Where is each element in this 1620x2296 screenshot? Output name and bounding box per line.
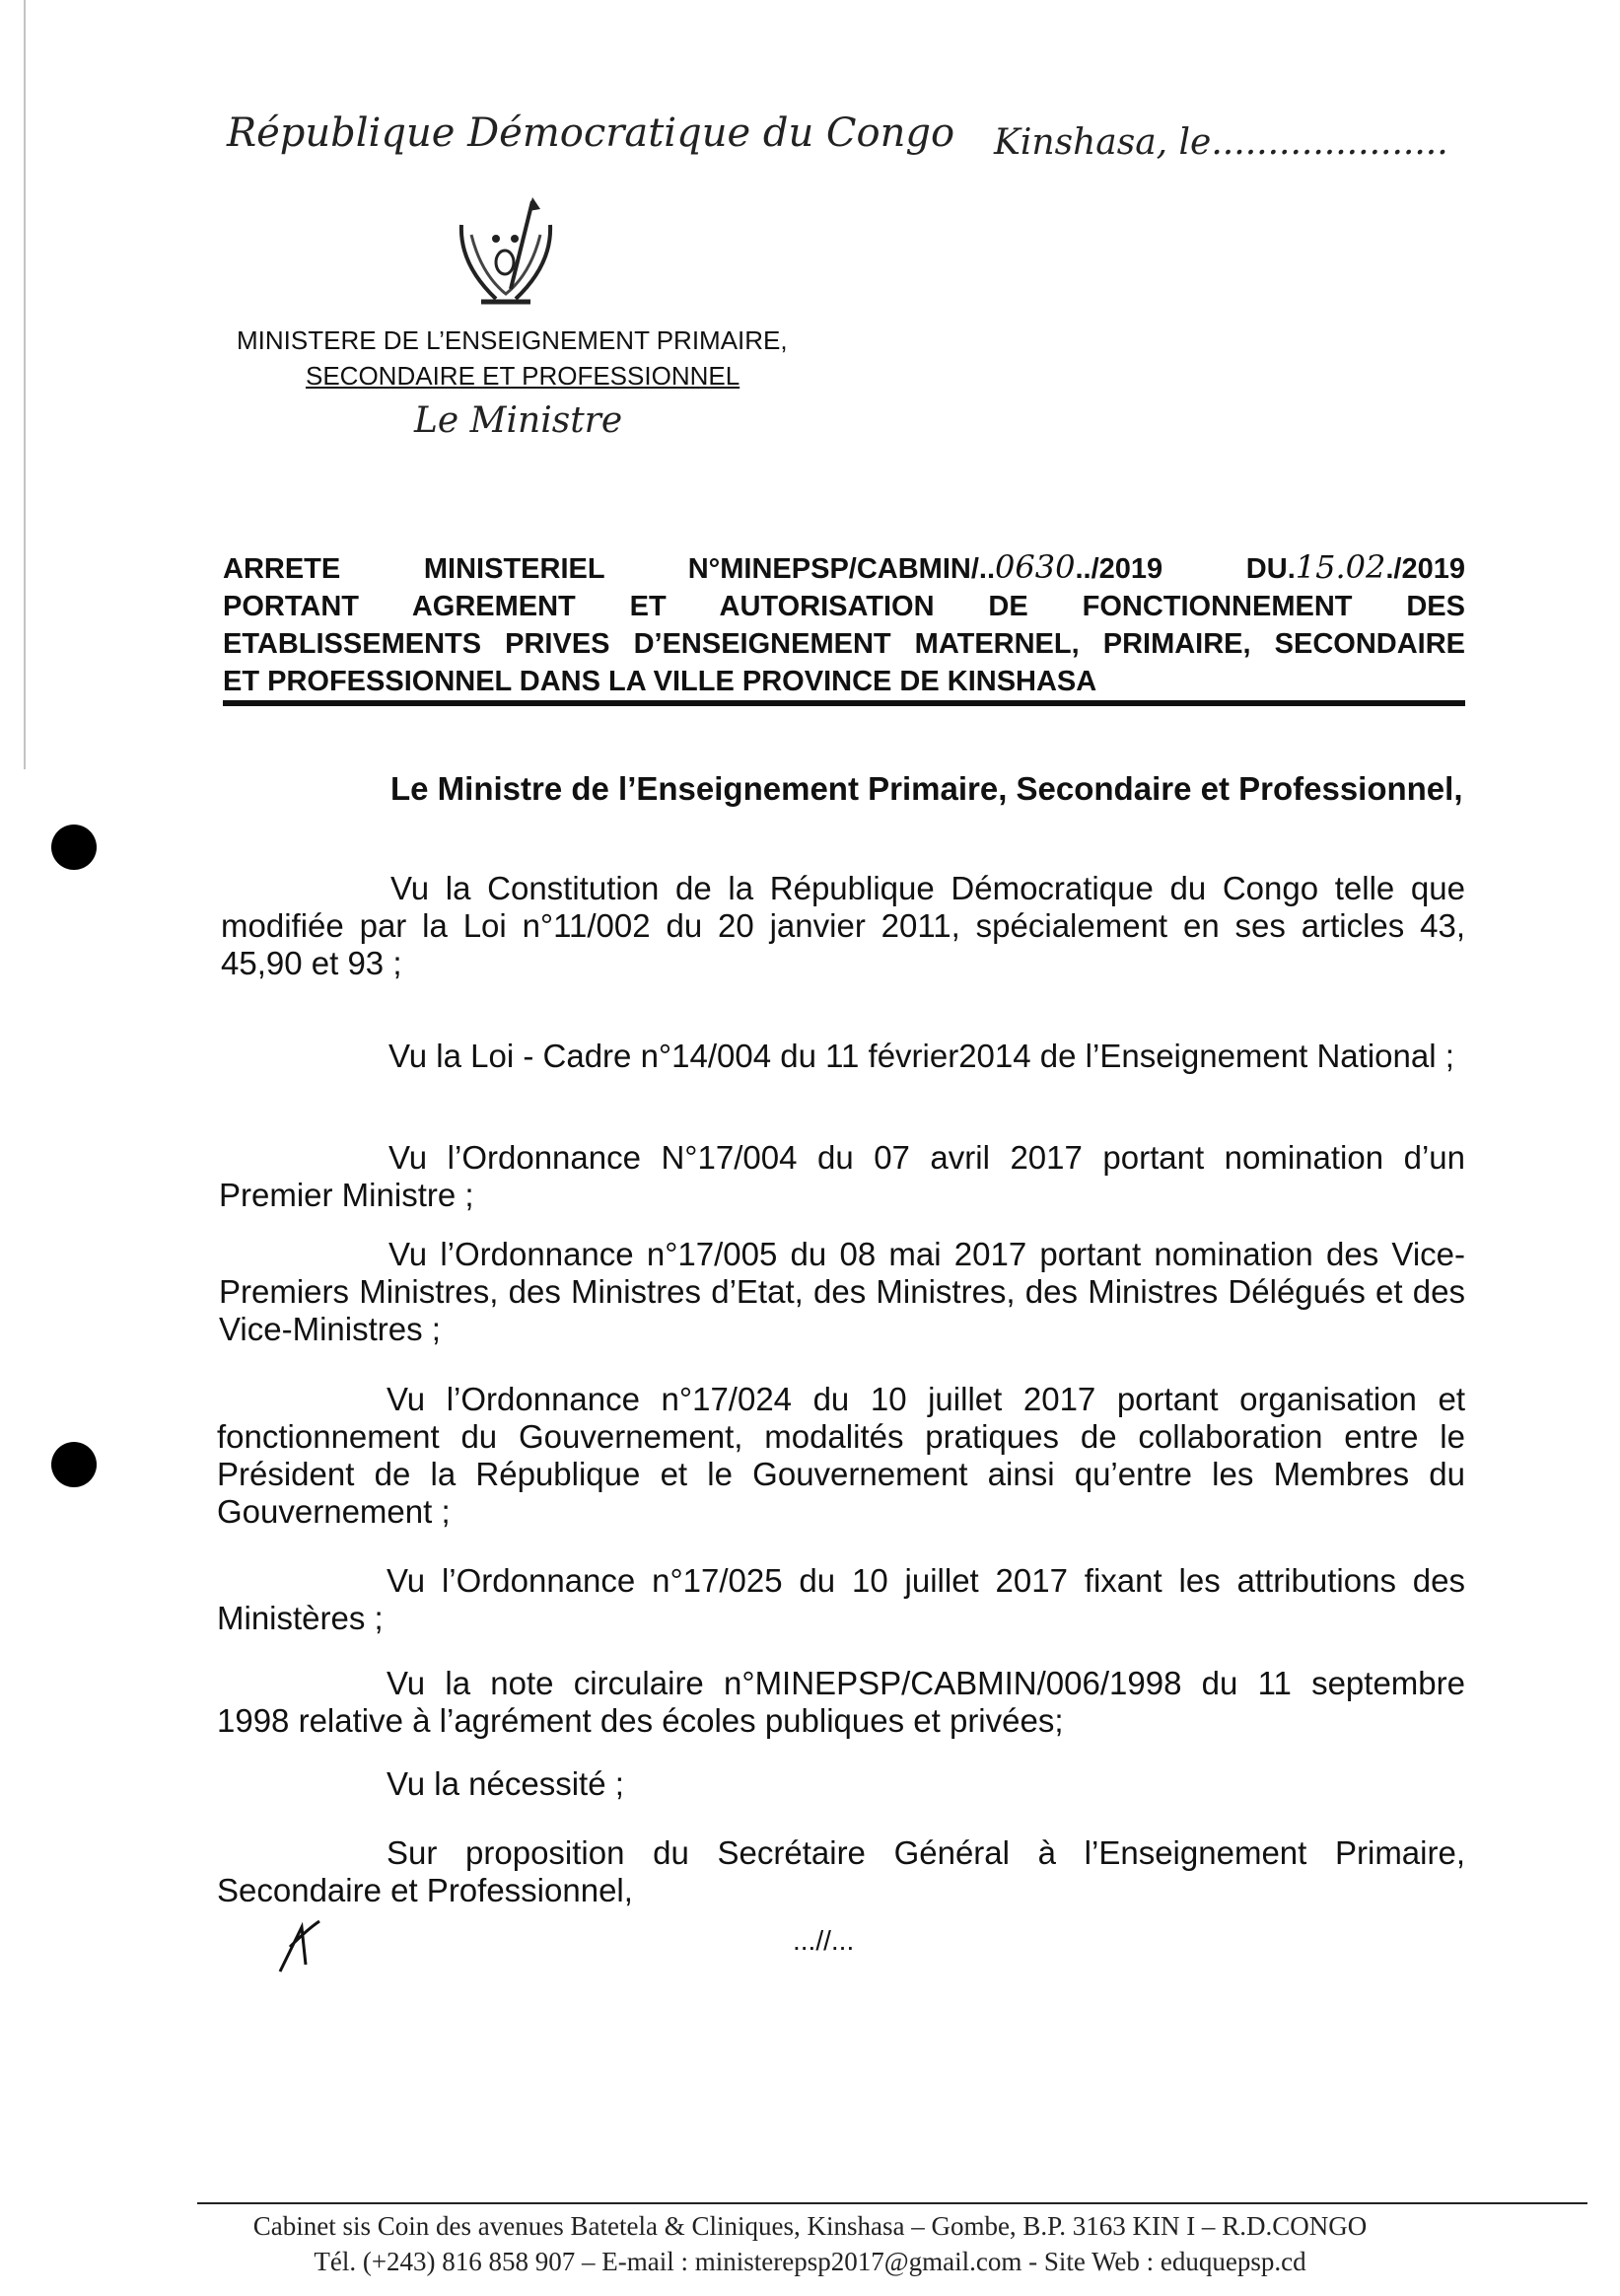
intro-paragraph: Le Ministre de l’Enseignement Primaire, Secondaire et Professionnel,	[390, 770, 1463, 807]
punch-hole-bottom	[51, 1442, 97, 1487]
scan-margin-mark	[24, 0, 26, 769]
decree-line-3: ETABLISSEMENTS PRIVES D’ENSEIGNEMENT MATERNEL, PRIMAIRE, SECONDAIRE	[223, 628, 1465, 660]
paragraph-necessite: Vu la nécessité ;	[387, 1765, 624, 1802]
title-rule	[223, 700, 1465, 706]
paragraph-loi-cadre: Vu la Loi - Cadre n°14/004 du 11 février2014 de l’Enseignement National ;	[388, 1038, 1454, 1074]
punch-hole-top	[51, 825, 97, 870]
place-date: Kinshasa, le.....................	[994, 122, 1448, 163]
paragraph-ordonnance-17-005: Vu l’Ordonnance n°17/005 du 08 mai 2017 portant nomination des Vice-Premiers Ministres, des Ministres d’Etat, des Ministres, des Ministres Délégués et des Vice-Ministres ;	[219, 1236, 1465, 1347]
decree-line-1: ARRETE MINISTERIEL N°MINEPSP/CABMIN/..0630../2019 DU.15.02./2019	[223, 548, 1466, 586]
handwritten-initials	[272, 1917, 331, 1976]
decree-date: 15.02	[1295, 548, 1386, 586]
decree-line-4: ET PROFESSIONNEL DANS LA VILLE PROVINCE DE KINSHASA	[223, 666, 1097, 697]
paragraph-ordonnance-17-025: Vu l’Ordonnance n°17/025 du 10 juillet 2017 fixant les attributions des Ministères ;	[217, 1562, 1465, 1636]
signatory-title: Le Ministre	[414, 400, 623, 441]
coat-of-arms-emblem	[442, 195, 570, 314]
paragraph-constitution: Vu la Constitution de la République Démocratique du Congo telle que modifiée par la Loi n°11/002 du 20 janvier 2011, spécialement en ses articles 43, 45,90 et 93 ;	[221, 870, 1465, 981]
footer-contact: Tél. (+243) 816 858 907 – E-mail : ministerepsp2017@gmail.com - Site Web : eduquepsp.cd	[314, 2247, 1306, 2276]
ministry-line-1: MINISTERE DE L’ENSEIGNEMENT PRIMAIRE,	[237, 325, 788, 355]
decree-line-2: PORTANT AGREMENT ET AUTORISATION DE FONCTIONNEMENT DES	[223, 591, 1465, 622]
footer-rule	[197, 2202, 1587, 2204]
decree-title	[223, 548, 1465, 700]
country-name: République Démocratique du Congo	[227, 110, 955, 156]
paragraph-proposition: Sur proposition du Secrétaire Général à l’Enseignement Primaire, Secondaire et Professionnel,	[217, 1834, 1465, 1908]
paragraph-ordonnance-17-004: Vu l’Ordonnance N°17/004 du 07 avril 2017 portant nomination d’un Premier Ministre ;	[219, 1139, 1465, 1213]
footer-address: Cabinet sis Coin des avenues Batetela & Cliniques, Kinshasa – Gombe, B.P. 3163 KIN I – R.D.CONGO	[252, 2211, 1368, 2241]
continuation-mark: ...//...	[793, 1925, 855, 1956]
decree-number: 0630	[995, 548, 1076, 586]
paragraph-ordonnance-17-024: Vu l’Ordonnance n°17/024 du 10 juillet 2017 portant organisation et fonctionnement du Gouvernement, modalités pratiques de collaboration entre le Président de la République et le Gouvernement ainsi qu’entre les Membres du Gouvernement ;	[217, 1381, 1465, 1530]
ministry-line-2: SECONDAIRE ET PROFESSIONNEL	[306, 361, 740, 391]
paragraph-note-circulaire: Vu la note circulaire n°MINEPSP/CABMIN/006/1998 du 11 septembre 1998 relative à l’agrément des écoles publiques et privées;	[217, 1665, 1465, 1739]
